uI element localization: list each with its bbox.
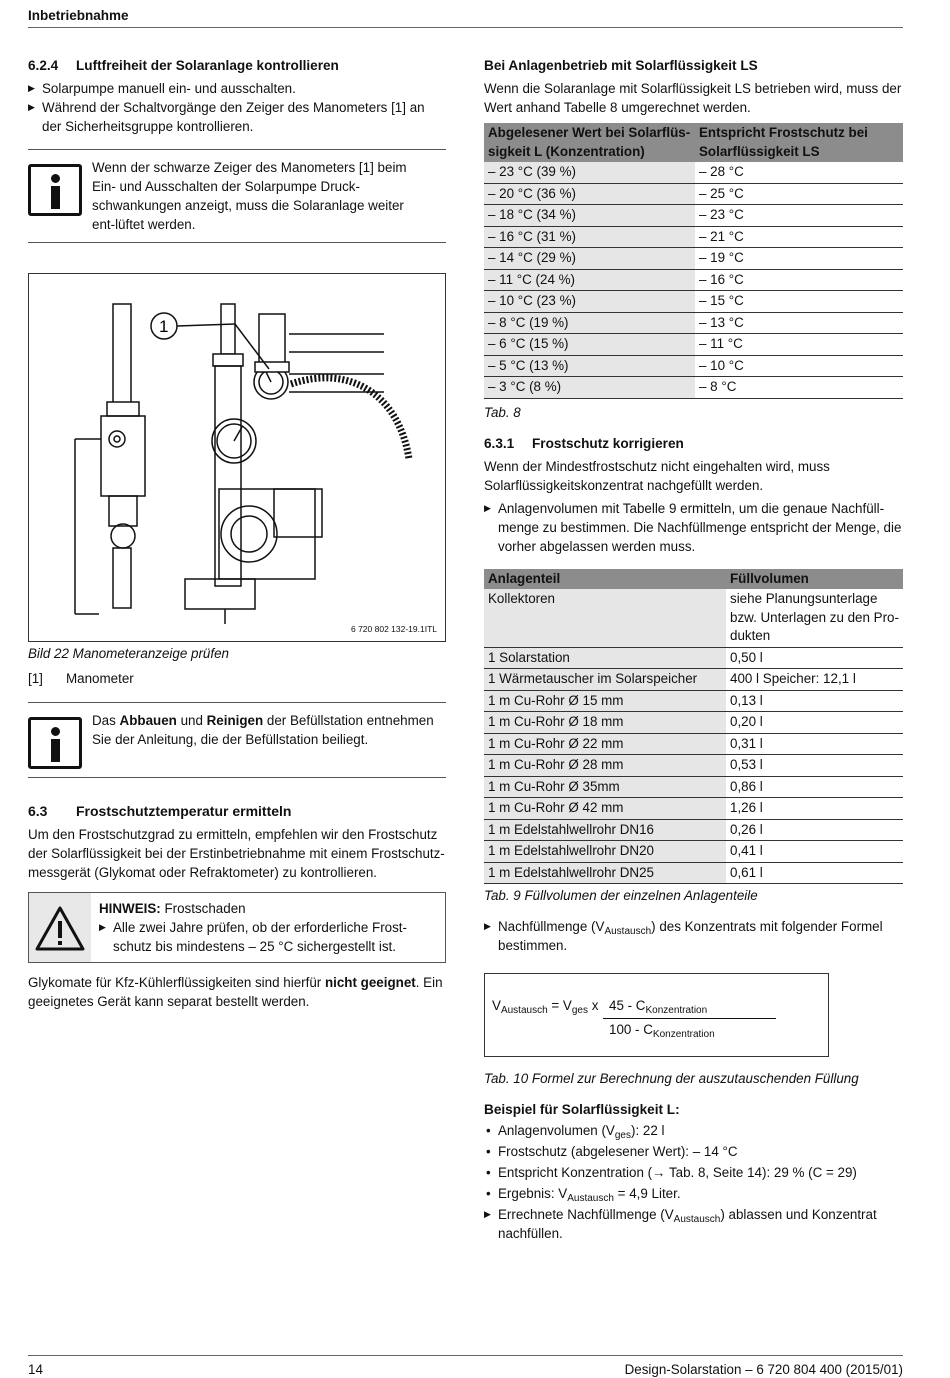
figure-caption: Bild 22 Manometeranzeige prüfen bbox=[28, 646, 229, 661]
glykomat-note: Glykomate für Kfz-Kühlerflüssigkeiten sind hierfür nicht geeignet. Ein geeignetes Gerät kann separat bestellt werden. bbox=[28, 975, 443, 1009]
table-9-row bbox=[484, 712, 903, 734]
header-rule bbox=[28, 27, 903, 28]
info-icon bbox=[28, 717, 82, 769]
left-column bbox=[28, 56, 446, 1011]
table-9-col2: Füllvolumen bbox=[726, 569, 903, 590]
table-8-row bbox=[484, 162, 903, 183]
page-number: 14 bbox=[28, 1362, 43, 1377]
ls-heading: Bei Anlagenbetrieb mit Solarflüssigkeit LS bbox=[484, 58, 758, 73]
table-9-caption: Tab. 9 Füllvolumen der einzelnen Anlagenteile bbox=[484, 888, 758, 903]
table-8-cell: – 8 °C bbox=[695, 377, 903, 399]
legend-key: [1] bbox=[28, 671, 43, 686]
table-8-cell: – 14 °C (29 %) bbox=[484, 248, 695, 270]
formula-lhs: $V_{Austausch} = V_{ges}$ x bbox=[492, 998, 599, 1016]
warning-box bbox=[28, 892, 446, 963]
document-id: Design-Solarstation – 6 720 804 400 (2015/01) bbox=[624, 1362, 903, 1377]
table-9-row bbox=[484, 755, 903, 777]
table-9 bbox=[484, 569, 903, 885]
table-8-cell: – 11 °C (24 %) bbox=[484, 269, 695, 291]
figure-manometer bbox=[28, 273, 446, 642]
table-8-row bbox=[484, 205, 903, 227]
section-6-3-1-heading: 6.3.1 Frostschutz korrigieren bbox=[484, 435, 684, 451]
table-9-cell: Kollektoren bbox=[484, 589, 726, 647]
table-8-cell: – 19 °C bbox=[695, 248, 903, 270]
table-8-caption: Tab. 8 bbox=[484, 404, 521, 420]
table-9-row bbox=[484, 690, 903, 712]
table-9-cell: 1 m Cu-Rohr Ø 42 mm bbox=[484, 798, 726, 820]
figure-legend bbox=[28, 669, 446, 688]
table-9-cell: 1,26 l bbox=[726, 798, 903, 820]
callout-1: 1 bbox=[159, 317, 169, 336]
table-9-cell: 1 Wärmetauscher im Solarspeicher bbox=[484, 669, 726, 691]
table-9-cell: 0,61 l bbox=[726, 862, 903, 884]
bullet-refill: ▶ Nachfüllmenge $(V_{Austausch})$ des Konzentrats mit folgender Formel bestimmen. bbox=[484, 917, 903, 955]
example-result: • Ergebnis: $V_{Austausch} = 4,9$ Liter. bbox=[484, 1184, 903, 1203]
table-9-cell: 1 Solarstation bbox=[484, 647, 726, 669]
table-8-row bbox=[484, 355, 903, 377]
info-box-air bbox=[28, 149, 446, 243]
table-9-cell: 1 m Cu-Rohr Ø 15 mm bbox=[484, 690, 726, 712]
table-9-cell: 1 m Cu-Rohr Ø 22 mm bbox=[484, 733, 726, 755]
table-9-row bbox=[484, 862, 903, 884]
table-9-header bbox=[484, 569, 903, 590]
table-8-cell: – 21 °C bbox=[695, 226, 903, 248]
table-8-row bbox=[484, 269, 903, 291]
bullet-manometer: ▶ Während der Schaltvorgänge den Zeiger des Manometers [1] an der Sicherheitsgruppe kontrollieren. bbox=[28, 98, 446, 136]
table-9-cell: 1 m Edelstahlwellrohr DN25 bbox=[484, 862, 726, 884]
table-9-cell: 0,50 l bbox=[726, 647, 903, 669]
table-8-cell: – 23 °C bbox=[695, 205, 903, 227]
table-9-cell: 0,31 l bbox=[726, 733, 903, 755]
table-9-row bbox=[484, 798, 903, 820]
example-frost: • Frostschutz (abgelesener Wert): – 14 °C bbox=[484, 1142, 903, 1161]
table-8-cell: – 16 °C (31 %) bbox=[484, 226, 695, 248]
table-9-cell: 0,13 l bbox=[726, 690, 903, 712]
table-8-cell: – 6 °C (15 %) bbox=[484, 334, 695, 356]
example-volume: • Anlagenvolumen $(V_{ges})$: 22 l bbox=[484, 1121, 903, 1140]
fraction-bar bbox=[603, 1018, 776, 1019]
table-9-row bbox=[484, 647, 903, 669]
table-8-col2: Entspricht Frostschutz bei Solarflüssigkeit LS bbox=[695, 123, 903, 162]
table-9-cell: 0,86 l bbox=[726, 776, 903, 798]
formula-box bbox=[484, 973, 829, 1057]
table-8-cell: – 10 °C (23 %) bbox=[484, 291, 695, 313]
table-9-cell: 0,53 l bbox=[726, 755, 903, 777]
table-9-cell: 0,41 l bbox=[726, 841, 903, 863]
table-9-col1: Anlagenteil bbox=[484, 569, 726, 590]
table-9-cell: 1 m Cu-Rohr Ø 18 mm bbox=[484, 712, 726, 734]
table-8-header bbox=[484, 123, 903, 162]
table-8-row bbox=[484, 291, 903, 313]
bullet-volume: ▶ Anlagenvolumen mit Tabelle 9 ermitteln, um die genaue Nachfüll-menge zu bestimmen. Die Nachfüllmenge entspricht der Menge, die vorher abgelassen werden muss. bbox=[484, 499, 903, 556]
section-6-3-heading: 6.3 Frostschutztemperatur ermitteln bbox=[28, 803, 292, 819]
section-6-2-4-heading: 6.2.4 Luftfreiheit der Solaranlage kontrollieren bbox=[28, 58, 339, 73]
table-8-cell: – 8 °C (19 %) bbox=[484, 312, 695, 334]
table-9-cell: 1 m Cu-Rohr Ø 28 mm bbox=[484, 755, 726, 777]
table-8 bbox=[484, 123, 903, 399]
table-8-cell: – 11 °C bbox=[695, 334, 903, 356]
table-9-row bbox=[484, 733, 903, 755]
warning-triangle-icon bbox=[34, 904, 86, 952]
table-9-cell: 400 l Speicher: 12,1 l bbox=[726, 669, 903, 691]
legend-text: Manometer bbox=[66, 671, 134, 686]
warning-title: HINWEIS: Frostschaden bbox=[99, 901, 246, 916]
table-9-row bbox=[484, 589, 903, 647]
formula-denominator: $100 - C_{Konzentration}$ bbox=[609, 1022, 715, 1040]
table-8-cell: – 15 °C bbox=[695, 291, 903, 313]
example-heading: Beispiel für Solarflüssigkeit L: bbox=[484, 1102, 680, 1117]
bullet-pump: ▶ Solarpumpe manuell ein- und ausschalten. bbox=[28, 79, 446, 98]
table-9-cell: siehe Planungsunterlage bzw. Unterlagen zu den Pro-dukten bbox=[726, 589, 903, 647]
table-8-cell: – 18 °C (34 %) bbox=[484, 205, 695, 227]
table-8-row bbox=[484, 183, 903, 205]
table-8-cell: – 20 °C (36 %) bbox=[484, 183, 695, 205]
figure-code: 6 720 802 132-19.1ITL bbox=[350, 624, 437, 634]
section-6-3-text: Um den Frostschutzgrad zu ermitteln, empfehlen wir den Frostschutz der Solarflüssigkeit bei der Erstinbetriebnahme mit einem Frostschutz-messgerät (Glykomat oder Refraktometer) zu kontrollieren. bbox=[28, 827, 445, 880]
table-8-cell: – 25 °C bbox=[695, 183, 903, 205]
info-icon bbox=[28, 164, 82, 216]
table-8-cell: – 16 °C bbox=[695, 269, 903, 291]
table-9-row bbox=[484, 669, 903, 691]
right-column bbox=[484, 56, 903, 1243]
table-8-row bbox=[484, 377, 903, 399]
table-8-col1: Abgelesener Wert bei Solarflüs-sigkeit L (Konzentration) bbox=[484, 123, 695, 162]
manometer-illustration bbox=[29, 274, 447, 643]
table-8-row bbox=[484, 334, 903, 356]
table-8-cell: – 5 °C (13 %) bbox=[484, 355, 695, 377]
table-9-row bbox=[484, 776, 903, 798]
formula-caption: Tab. 10 Formel zur Berechnung der auszutauschenden Füllung bbox=[484, 1071, 859, 1086]
warning-bullet: ▶ Alle zwei Jahre prüfen, ob der erforderliche Frost-schutz bis mindestens – 25 °C sichergestellt ist. bbox=[99, 918, 437, 956]
table-9-row bbox=[484, 841, 903, 863]
footer-rule bbox=[28, 1355, 903, 1356]
table-9-row bbox=[484, 819, 903, 841]
table-8-cell: – 23 °C (39 %) bbox=[484, 162, 695, 183]
formula-numerator: $45 - C_{Konzentration}$ bbox=[609, 998, 708, 1016]
table-9-cell: 1 m Cu-Rohr Ø 35mm bbox=[484, 776, 726, 798]
example-concentration: • Entspricht Konzentration (→ Tab. 8, Seite 14): 29 % (C = 29) bbox=[484, 1163, 903, 1182]
info-box-cleaning bbox=[28, 702, 446, 778]
table-8-cell: – 3 °C (8 %) bbox=[484, 377, 695, 399]
table-8-cell: – 13 °C bbox=[695, 312, 903, 334]
table-8-cell: – 28 °C bbox=[695, 162, 903, 183]
bullet-drain: ▶ Errechnete Nachfüllmenge $(V_{Austausch})$ ablassen und Konzentrat nachfüllen. bbox=[484, 1205, 903, 1243]
table-8-cell: – 10 °C bbox=[695, 355, 903, 377]
table-8-row bbox=[484, 312, 903, 334]
table-8-row bbox=[484, 226, 903, 248]
running-header: Inbetriebnahme bbox=[28, 8, 129, 23]
table-9-cell: 0,20 l bbox=[726, 712, 903, 734]
info-text-air: Wenn der schwarze Zeiger des Manometers [1] beim Ein- und Ausschalten der Solarpumpe Druck-schwankungen anzeigt, muss die Solaranlage weiter ent-lüftet werden. bbox=[92, 160, 407, 232]
table-9-cell: 1 m Edelstahlwellrohr DN20 bbox=[484, 841, 726, 863]
table-9-cell: 0,26 l bbox=[726, 819, 903, 841]
ls-text: Wenn die Solaranlage mit Solarflüssigkeit LS betrieben wird, muss der Wert anhand Tabelle 8 umgerechnet werden. bbox=[484, 81, 902, 115]
table-9-cell: 1 m Edelstahlwellrohr DN16 bbox=[484, 819, 726, 841]
section-6-3-1-text: Wenn der Mindestfrostschutz nicht eingehalten wird, muss Solarflüssigkeitskonzentrat nachgefüllt werden. bbox=[484, 458, 830, 493]
table-8-row bbox=[484, 248, 903, 270]
info-text-cleaning: Das Abbauen und Reinigen der Befüllstation entnehmen Sie der Anleitung, die der Befüllstation beiliegt. bbox=[92, 713, 434, 747]
